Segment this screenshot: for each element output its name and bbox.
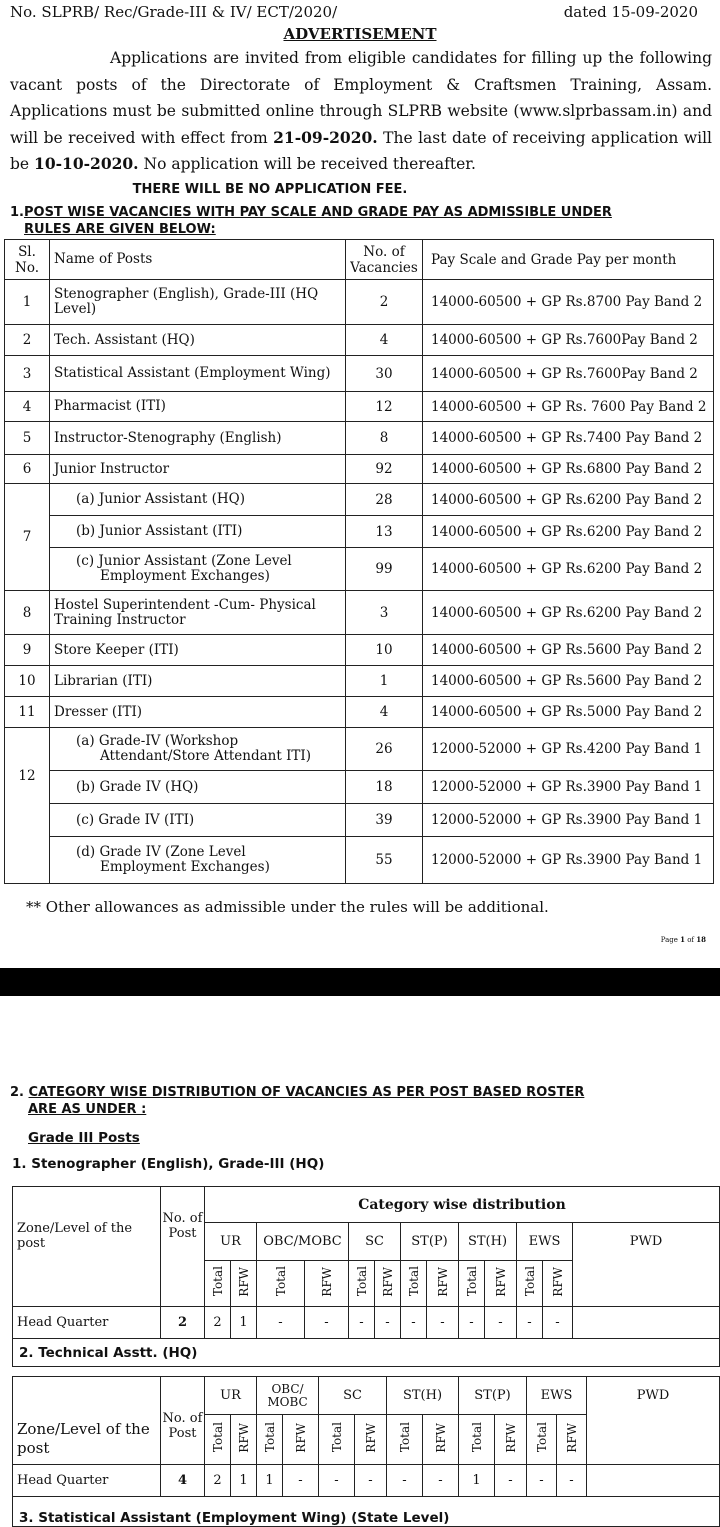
vacancy-table: [4, 239, 714, 884]
table-cell: SC: [349, 1223, 401, 1261]
table-cell: 12000-52000 + GP Rs.3900 Pay Band 1: [423, 837, 714, 884]
col-pay: Pay Scale and Grade Pay per month: [423, 240, 714, 280]
col-name: Name of Posts: [50, 240, 346, 280]
table-cell: 1: [257, 1465, 283, 1497]
table-row: [5, 455, 714, 484]
table-cell: 2: [161, 1307, 205, 1339]
table-cell: 1: [459, 1465, 495, 1497]
table-cell: 2: [205, 1307, 231, 1339]
text: Total: [406, 1266, 421, 1297]
table-row: [13, 1377, 720, 1415]
text: The last date of receiving application will be: [10, 128, 713, 173]
table-cell: 1: [231, 1465, 257, 1497]
text: RFW: [433, 1422, 448, 1453]
text: CATEGORY WISE DISTRIBUTION OF VACANCIES AS PER POST BASED ROSTER: [28, 1085, 585, 1100]
grade-iii-heading: Grade III Posts: [28, 1130, 140, 1146]
table-cell: -: [527, 1465, 557, 1497]
table-cell: -: [423, 1465, 459, 1497]
table-cell: 14000-60500 + GP Rs.8700 Pay Band 2: [423, 280, 714, 325]
no-fee-notice: THERE WILL BE NO APPLICATION FEE.: [132, 182, 408, 197]
page-title: ADVERTISEMENT: [283, 25, 437, 43]
page-2: [0, 996, 720, 1526]
section-1-heading: [10, 204, 710, 238]
text: Total: [354, 1266, 369, 1297]
table-cell: 12000-52000 + GP Rs.4200 Pay Band 1: [423, 728, 714, 771]
table-cell: 28: [346, 484, 423, 516]
table-cell: 4: [346, 325, 423, 356]
table-cell: 2: [5, 325, 50, 356]
text: RFW: [550, 1266, 565, 1297]
text: RFW: [380, 1266, 395, 1297]
table-cell: ST(P): [459, 1377, 527, 1415]
text: Total: [210, 1266, 225, 1297]
table-cell: (b) Junior Assistant (ITI): [50, 516, 346, 548]
text: Total: [262, 1422, 277, 1453]
table-cell: Head Quarter: [13, 1465, 161, 1497]
table-row: [5, 728, 714, 771]
table-cell: SC: [319, 1377, 387, 1415]
text: Total: [464, 1266, 479, 1297]
text: Page: [660, 936, 681, 944]
table-row: [13, 1307, 720, 1339]
table-cell: [401, 1261, 427, 1307]
table-cell: 1: [346, 666, 423, 697]
table-cell: 14000-60500 + GP Rs.6800 Pay Band 2: [423, 455, 714, 484]
table-cell: 8: [5, 591, 50, 635]
table-cell: 14000-60500 + GP Rs.7400 Pay Band 2: [423, 422, 714, 455]
table-cell: -: [375, 1307, 401, 1339]
table-cell: [305, 1261, 349, 1307]
col-sl: Sl. No.: [5, 240, 50, 280]
text: RFW: [503, 1422, 518, 1453]
table-cell: 12000-52000 + GP Rs.3900 Pay Band 1: [423, 771, 714, 804]
text: RFW: [493, 1266, 508, 1297]
table-cell: ST(H): [459, 1223, 517, 1261]
table-cell: 6: [5, 455, 50, 484]
table-cell: 14000-60500 + GP Rs.5000 Pay Band 2: [423, 697, 714, 728]
table-cell: -: [543, 1307, 573, 1339]
table-cell: [459, 1415, 495, 1465]
table-cell: ST(H): [387, 1377, 459, 1415]
table-cell: 1: [231, 1307, 257, 1339]
text: RFW: [363, 1422, 378, 1453]
text: No application will be received thereafter.: [138, 155, 476, 173]
category-header: Category wise distribution: [205, 1187, 720, 1223]
advert-date: dated 15-09-2020: [563, 3, 698, 21]
table-cell: 39: [346, 804, 423, 837]
table-cell: Statistical Assistant (Employment Wing): [50, 356, 346, 392]
table-cell: [517, 1261, 543, 1307]
table-cell: ST(P): [401, 1223, 459, 1261]
table-cell: 14000-60500 + GP Rs.5600 Pay Band 2: [423, 635, 714, 666]
table-cell: 14000-60500 + GP Rs.6200 Pay Band 2: [423, 591, 714, 635]
table-cell: -: [257, 1307, 305, 1339]
table-cell: 4: [346, 697, 423, 728]
text: RFW: [293, 1422, 308, 1453]
table-cell: [573, 1307, 720, 1339]
post-1-heading: 1. Stenographer (English), Grade-III (HQ): [12, 1156, 325, 1172]
table-row: [13, 1339, 720, 1367]
text: 1.: [10, 205, 24, 220]
table-cell: -: [349, 1307, 375, 1339]
table-cell: [50, 548, 346, 591]
table-cell: -: [387, 1465, 423, 1497]
table-row: [5, 422, 714, 455]
table-cell: [231, 1261, 257, 1307]
table-cell: OBC/MOBC: [257, 1223, 349, 1261]
text: Total: [397, 1422, 412, 1453]
table-row: [5, 356, 714, 392]
table-cell: [257, 1415, 283, 1465]
table-cell: (c) Grade IV (ITI): [50, 804, 346, 837]
text: of: [684, 936, 697, 944]
table-cell: 14000-60500 + GP Rs. 7600 Pay Band 2: [423, 392, 714, 422]
text: RFW: [236, 1422, 251, 1453]
text: Attendant/Store Attendant ITI): [100, 748, 312, 764]
table-cell: Pharmacist (ITI): [50, 392, 346, 422]
table-cell: UR: [205, 1377, 257, 1415]
table-cell: 12: [346, 392, 423, 422]
table-cell: 55: [346, 837, 423, 884]
zone-header: Zone/Level of the post: [13, 1377, 161, 1465]
text: POST WISE VACANCIES WITH PAY SCALE AND GRADE PAY AS ADMISSIBLE UNDER: [23, 205, 612, 220]
table-cell: 92: [346, 455, 423, 484]
col-vacancies: No. of Vacancies: [346, 240, 423, 280]
table-row: [5, 837, 714, 884]
table-cell: [543, 1261, 573, 1307]
post-2-heading: 2. Technical Asstt. (HQ): [13, 1339, 720, 1367]
table-cell: [423, 1415, 459, 1465]
text: 2.: [10, 1085, 24, 1100]
table-cell: EWS: [527, 1377, 587, 1415]
table-cell: Junior Instructor: [50, 455, 346, 484]
table-cell: [459, 1261, 485, 1307]
table-cell: [50, 728, 346, 771]
table-row: [5, 392, 714, 422]
table-cell: 2: [346, 280, 423, 325]
post-3-heading: 3. Statistical Assistant (Employment Wing) (State Level): [13, 1497, 720, 1527]
table-row: [5, 666, 714, 697]
table-row: [5, 804, 714, 837]
table-cell: (b) Grade IV (HQ): [50, 771, 346, 804]
zone-header: Zone/Level of the post: [13, 1187, 161, 1307]
text: (c) Junior Assistant (Zone Level: [76, 553, 292, 569]
table-row: [5, 516, 714, 548]
table-cell: 8: [346, 422, 423, 455]
table-cell: Hostel Superintendent -Cum- Physical Training Instructor: [50, 591, 346, 635]
table-cell: [205, 1415, 231, 1465]
table-cell: 18: [346, 771, 423, 804]
table-cell: 12: [5, 728, 50, 884]
start-date: 21-09-2020.: [273, 127, 378, 147]
text: 1: [680, 935, 685, 944]
table-cell: [387, 1415, 423, 1465]
table-cell: 1: [5, 280, 50, 325]
table-row: [13, 1187, 720, 1223]
table-cell: 3: [346, 591, 423, 635]
table-cell: Store Keeper (ITI): [50, 635, 346, 666]
table-cell: 26: [346, 728, 423, 771]
page-separator: [0, 968, 720, 996]
text: RFW: [319, 1266, 334, 1297]
table-cell: -: [355, 1465, 387, 1497]
table-cell: PWD: [587, 1377, 720, 1465]
table-cell: [205, 1261, 231, 1307]
table-cell: 10: [346, 635, 423, 666]
table-cell: 14000-60500 + GP Rs.6200 Pay Band 2: [423, 484, 714, 516]
table-cell: 3: [5, 356, 50, 392]
table-cell: -: [305, 1307, 349, 1339]
table-row: [5, 591, 714, 635]
table-cell: [283, 1415, 319, 1465]
vacancy-table-header: [5, 240, 714, 280]
section-2-heading: [10, 1084, 584, 1118]
table-cell: -: [319, 1465, 355, 1497]
text: Total: [534, 1422, 549, 1453]
text: (d) Grade IV (Zone Level: [76, 844, 246, 860]
text: Total: [210, 1422, 225, 1453]
table-cell: 14000-60500 + GP Rs.6200 Pay Band 2: [423, 516, 714, 548]
text: Total: [469, 1422, 484, 1453]
table-cell: [557, 1415, 587, 1465]
text: Total: [273, 1266, 288, 1297]
text: Total: [329, 1422, 344, 1453]
table-cell: [527, 1415, 557, 1465]
text: Employment Exchanges): [100, 568, 270, 584]
text: RULES ARE GIVEN BELOW:: [24, 222, 216, 237]
table-cell: 11: [5, 697, 50, 728]
allowances-note: ** Other allowances as admissible under the rules will be additional.: [26, 898, 549, 916]
table-cell: 9: [5, 635, 50, 666]
table-cell: [375, 1261, 401, 1307]
table-row: [13, 1465, 720, 1497]
text: RFW: [564, 1422, 579, 1453]
table-cell: 10: [5, 666, 50, 697]
table-cell: 14000-60500 + GP Rs.5600 Pay Band 2: [423, 666, 714, 697]
table-cell: -: [517, 1307, 543, 1339]
table-row: [5, 325, 714, 356]
text: (a) Grade-IV (Workshop: [76, 733, 239, 749]
table-cell: -: [459, 1307, 485, 1339]
table-cell: [427, 1261, 459, 1307]
text: RFW: [435, 1266, 450, 1297]
table-cell: PWD: [573, 1223, 720, 1307]
table-cell: Stenographer (English), Grade-III (HQ Level): [50, 280, 346, 325]
no-post-header: No. of Post: [161, 1377, 205, 1465]
text: ARE AS UNDER :: [28, 1102, 147, 1117]
table-cell: [319, 1415, 355, 1465]
table-cell: [50, 837, 346, 884]
page-number: [661, 935, 706, 944]
table-cell: 12000-52000 + GP Rs.3900 Pay Band 1: [423, 804, 714, 837]
table-cell: 13: [346, 516, 423, 548]
table-cell: [587, 1465, 720, 1497]
table-cell: 7: [5, 484, 50, 591]
table-row: [13, 1497, 720, 1527]
table-cell: OBC/ MOBC: [257, 1377, 319, 1415]
table-cell: 99: [346, 548, 423, 591]
table-cell: 5: [5, 422, 50, 455]
table-cell: [349, 1261, 375, 1307]
table-row: [5, 484, 714, 516]
text: RFW: [236, 1266, 251, 1297]
table-cell: [485, 1261, 517, 1307]
table-row: [5, 635, 714, 666]
table-cell: [495, 1415, 527, 1465]
table-cell: 30: [346, 356, 423, 392]
table-row: [5, 697, 714, 728]
table-cell: 14000-60500 + GP Rs.6200 Pay Band 2: [423, 548, 714, 591]
table-cell: [355, 1415, 387, 1465]
table-cell: -: [557, 1465, 587, 1497]
table-cell: 14000-60500 + GP Rs.7600Pay Band 2: [423, 356, 714, 392]
text: 18: [696, 935, 706, 944]
table-cell: -: [283, 1465, 319, 1497]
reference-number: No. SLPRB/ Rec/Grade-III & IV/ ECT/2020/: [10, 3, 338, 21]
table-cell: Instructor-Stenography (English): [50, 422, 346, 455]
table-cell: [231, 1415, 257, 1465]
table-cell: Dresser (ITI): [50, 697, 346, 728]
table-cell: 14000-60500 + GP Rs.7600Pay Band 2: [423, 325, 714, 356]
table-cell: -: [427, 1307, 459, 1339]
table-cell: 4: [161, 1465, 205, 1497]
table-cell: 2: [205, 1465, 231, 1497]
table-cell: 4: [5, 392, 50, 422]
table-cell: -: [485, 1307, 517, 1339]
category-table-technical-asstt: [12, 1376, 720, 1527]
table-cell: Librarian (ITI): [50, 666, 346, 697]
table-cell: -: [401, 1307, 427, 1339]
table-cell: Tech. Assistant (HQ): [50, 325, 346, 356]
table-cell: EWS: [517, 1223, 573, 1261]
intro-paragraph: [10, 45, 712, 178]
table-row: [5, 548, 714, 591]
table-row: [5, 280, 714, 325]
table-cell: -: [495, 1465, 527, 1497]
table-cell: UR: [205, 1223, 257, 1261]
table-cell: Head Quarter: [13, 1307, 161, 1339]
table-row: [5, 771, 714, 804]
text: Employment Exchanges): [100, 859, 270, 875]
no-post-header: No. of Post: [161, 1187, 205, 1307]
text: Applications are invited from eligible candidates for filling up the following vacant posts of the Directorate of Employment & Craftsmen Training, Assam. Applications must be submitted online through SLPRB website (www.slprbassam.in) and will be received with effect from: [10, 49, 712, 147]
category-table-stenographer: [12, 1186, 720, 1367]
end-date: 10-10-2020.: [34, 154, 139, 173]
table-cell: (a) Junior Assistant (HQ): [50, 484, 346, 516]
table-cell: [257, 1261, 305, 1307]
text: Total: [522, 1266, 537, 1297]
